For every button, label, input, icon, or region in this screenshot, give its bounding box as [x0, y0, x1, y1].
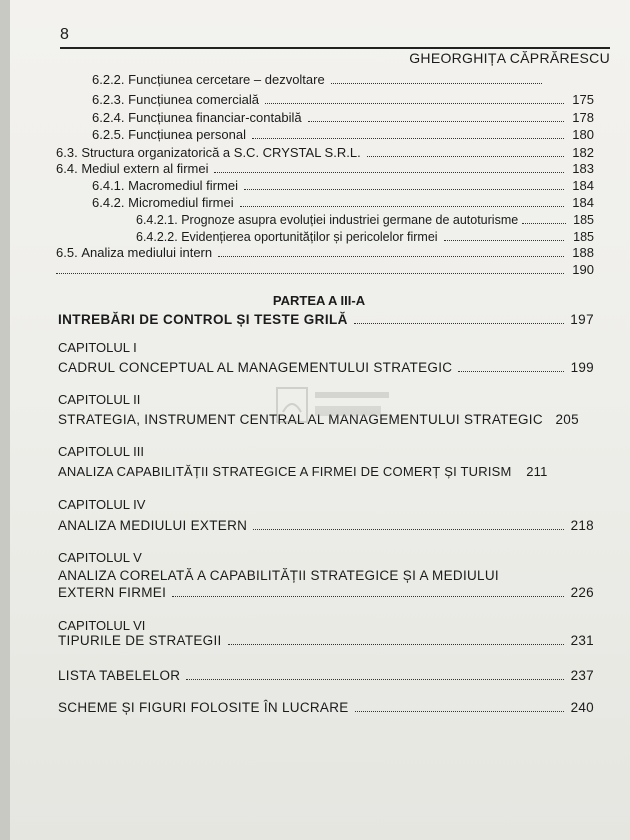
- leader-dots: [265, 103, 564, 104]
- leader-dots: [444, 240, 564, 241]
- leader-dots: [252, 138, 564, 139]
- toc-entry: 6.2.3. Funcțiunea comercială 175: [92, 92, 594, 107]
- running-author: GHEORGHIȚA CĂPRĂRESCU: [409, 50, 610, 66]
- chapter-entry: STRATEGIA, INSTRUMENT CENTRAL AL MANAGEMENTULUI STRATEGIC 205: [58, 412, 579, 427]
- leader-dots: [355, 711, 564, 712]
- chapter-label: CAPITOLUL III: [58, 444, 144, 459]
- chapter-label: CAPITOLUL II: [58, 392, 141, 407]
- leader-dots: [214, 172, 564, 173]
- chapter-entry: ANALIZA MEDIULUI EXTERN 218: [58, 518, 594, 533]
- leader-dots: [244, 189, 564, 190]
- toc-entry: 6.2.4. Funcțiunea financiar-contabilă 178: [92, 110, 594, 125]
- toc-entry: 6.4.2. Micromediul firmei 184: [92, 195, 594, 210]
- leader-dots: [354, 323, 564, 324]
- leader-dots: [56, 273, 564, 274]
- chapter-label: CAPITOLUL I: [58, 340, 137, 355]
- leader-dots: [367, 156, 564, 157]
- part-heading: PARTEA A III-A: [272, 293, 366, 308]
- chapter-entry: ANALIZA CAPABILITĂȚII STRATEGICE A FIRMEI DE COMERȚ ȘI TURISM 211: [58, 464, 548, 479]
- leader-dots: [331, 83, 542, 84]
- leader-dots: [522, 223, 566, 224]
- book-page: [10, 0, 630, 840]
- leader-dots: [308, 121, 564, 122]
- leader-dots: [218, 256, 564, 257]
- page-number: 8: [60, 26, 69, 43]
- toc-entry: 6.2.2. Funcțiunea cercetare – dezvoltare: [92, 72, 572, 88]
- chapter-entry: TIPURILE DE STRATEGII 231: [58, 633, 594, 648]
- part-title-entry: INTREBĂRI DE CONTROL ȘI TESTE GRILĂ 197: [58, 312, 594, 327]
- toc-entry: 6.3. Structura organizatorică a S.C. CRYSTAL S.R.L. 182: [56, 145, 594, 160]
- leader-dots: [253, 529, 564, 530]
- toc-entry: 6.4.2.1. Prognoze asupra evoluției industriei germane de autoturisme 185: [136, 213, 594, 227]
- toc-entry: 6.5. Analiza mediului intern 188: [56, 245, 594, 260]
- toc-entry: 6.4. Mediul extern al firmei 183: [56, 161, 594, 176]
- leader-dots: [186, 679, 564, 680]
- chapter-title: ANALIZA CORELATĂ A CAPABILITĂȚII STRATEGICE ȘI A MEDIULUI: [58, 568, 499, 583]
- leader-dots: [228, 644, 564, 645]
- toc-extra-entry: SCHEME ȘI FIGURI FOLOSITE ÎN LUCRARE 240: [58, 700, 594, 715]
- chapter-entry: CADRUL CONCEPTUAL AL MANAGEMENTULUI STRATEGIC 199: [58, 360, 594, 375]
- leader-dots: [458, 371, 564, 372]
- chapter-label: CAPITOLUL VI: [58, 618, 146, 633]
- chapter-entry: EXTERN FIRMEI 226: [58, 585, 594, 600]
- toc-entry: 6.4.2.2. Evidențierea oportunităților și pericolelor firmei 185: [136, 230, 594, 244]
- toc-entry: 6.4.1. Macromediul firmei 184: [92, 178, 594, 193]
- toc-entry: 6.2.5. Funcțiunea personal 180: [92, 127, 594, 142]
- leader-dots: [240, 206, 564, 207]
- toc-entry: 190: [56, 262, 594, 278]
- chapter-label: CAPITOLUL IV: [58, 497, 146, 512]
- watermark-logo: [275, 382, 395, 428]
- toc-extra-entry: LISTA TABELELOR 237: [58, 668, 594, 683]
- leader-dots: [172, 596, 564, 597]
- chapter-label: CAPITOLUL V: [58, 550, 142, 565]
